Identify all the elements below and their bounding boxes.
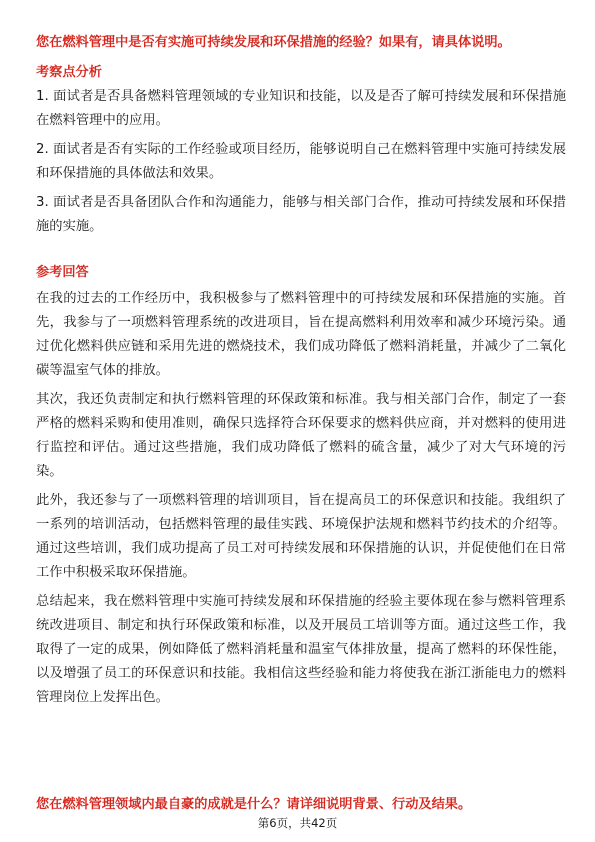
question-title: 您在燃料管理中是否有实施可持续发展和环保措施的经验？如果有，请具体说明。 — [36, 35, 511, 50]
answer-body — [36, 287, 566, 710]
answer-heading: 参考回答 — [36, 265, 89, 280]
analysis-list — [36, 85, 566, 239]
analysis-item: 3. 面试者是否具备团队合作和沟通能力，能够与相关部门合作，推动可持续发展和环保措施的实施。 — [36, 195, 566, 234]
answer-paragraph: 此外，我还参与了一项燃料管理的培训项目，旨在提高员工的环保意识和技能。我组织了一系列的培训活动，包括燃料管理的最佳实践、环境保护法规和燃料节约技术的介绍等。通过这些培训，我们成功提高了员工对可持续发展和环保措施的认识，并促使他们在日常工作中积极采取环保措施。 — [36, 493, 566, 580]
answer-paragraph: 总结起来，我在燃料管理中实施可持续发展和环保措施的经验主要体现在参与燃料管理系统改进项目、制定和执行环保政策和标准，以及开展员工培训等方面。通过这些工作，我取得了一定的成果，例如降低了燃料消耗量和温室气体排放量，提高了燃料的环保性能，以及增强了员工的环保意识和技能。我相信这些经验和能力将使我在浙江浙能电力的燃料管理岗位上发挥出色。 — [36, 594, 566, 705]
answer-paragraph: 其次，我还负责制定和执行燃料管理的环保政策和标准。我与相关部门合作，制定了一套严格的燃料采购和使用准则，确保只选择符合环保要求的燃料供应商，并对燃料的使用进行监控和评估。通过这些措施，我们成功降低了燃料的硫含量，减少了对大气环境的污染。 — [36, 392, 566, 479]
analysis-item: 1. 面试者是否具备燃料管理领域的专业知识和技能，以及是否了解可持续发展和环保措施在燃料管理中的应用。 — [36, 89, 566, 128]
next-question-title: 您在燃料管理领域内最自豪的成就是什么？请详细说明背景、行动及结果。 — [36, 797, 472, 812]
page-number: 第6页，共42页 — [257, 816, 338, 830]
analysis-heading: 考察点分析 — [36, 65, 102, 80]
analysis-item: 2. 面试者是否有实际的工作经验或项目经历，能够说明自己在燃料管理中实施可持续发展和环保措施的具体做法和效果。 — [36, 142, 566, 181]
answer-paragraph: 在我的过去的工作经历中，我积极参与了燃料管理中的可持续发展和环保措施的实施。首先，我参与了一项燃料管理系统的改进项目，旨在提高燃料利用效率和减少环境污染。通过优化燃料供应链和采用先进的燃烧技术，我们成功降低了燃料消耗量，并减少了二氧化碳等温室气体的排放。 — [36, 291, 566, 378]
